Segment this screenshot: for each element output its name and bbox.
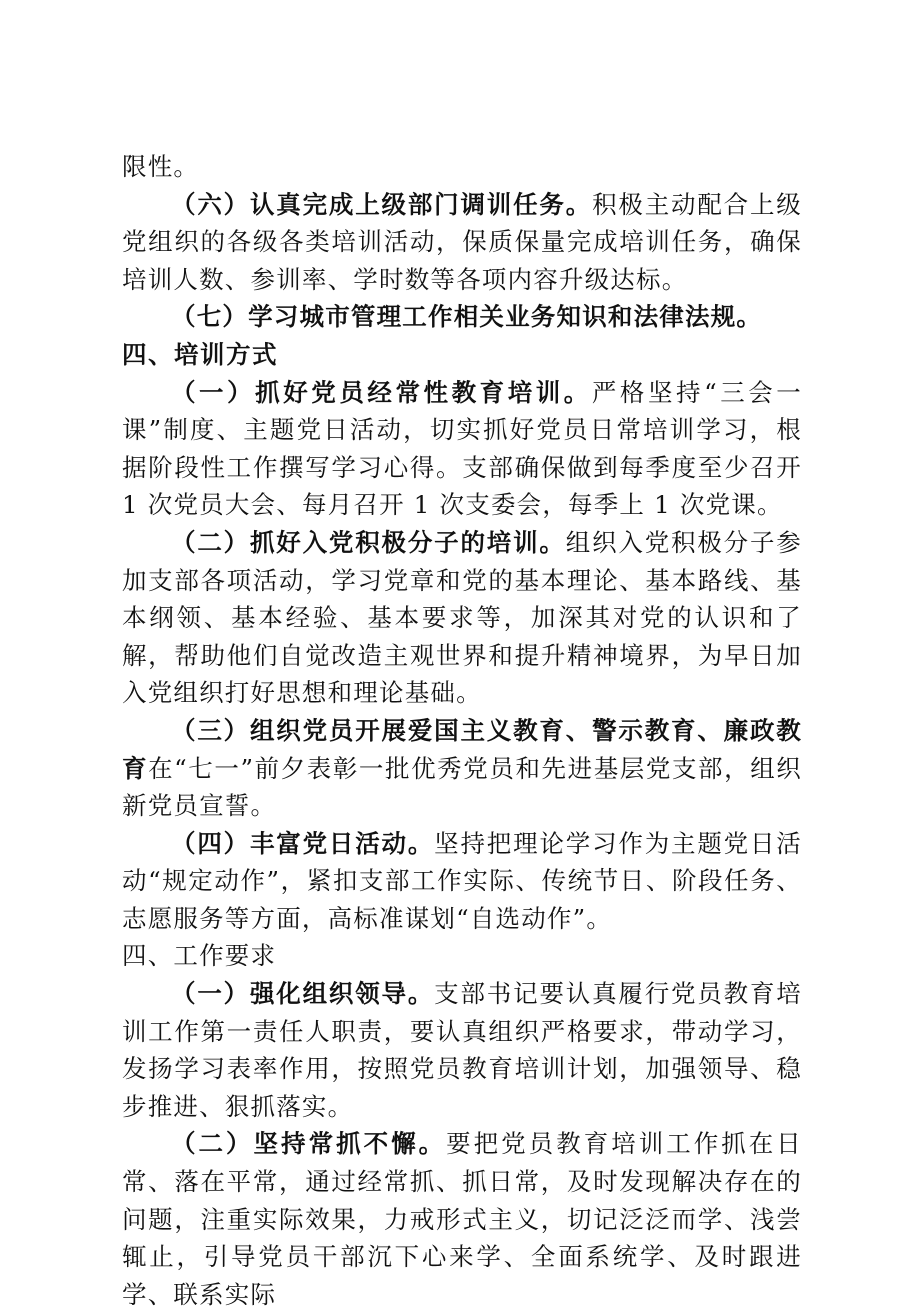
paragraph-text: 积极主动配合上级党组织的各级各类培训活动，保质保量完成培训任务，确保培训人数、参训率、学时数等各项内容升级达标。	[122, 189, 802, 294]
paragraph-method-two	[122, 524, 802, 712]
section-heading-work-requirements	[122, 937, 802, 975]
paragraph-item-seven	[122, 298, 802, 336]
paragraph-requirement-one	[122, 975, 802, 1125]
paragraph-lead: （一）抓好党员经常性教育培训。	[171, 377, 592, 407]
paragraph-text: 支部书记要认真履行党员教育培训工作第一责任人职责，要认真组织严格要求，带动学习，发扬学习表率作用，按照党员教育培训计划，加强领导、稳步推进、狠抓落实。	[122, 979, 802, 1121]
paragraph-lead: （六）认真完成上级部门调训任务。	[171, 189, 593, 219]
paragraph-text: 组织入党积极分子参加支部各项活动，学习党章和党的基本理论、基本路线、基本纲领、基本经验、基本要求等，加深其对党的认识和了解，帮助他们自觉改造主观世界和提升精神境界，为早日加入党组织打好思想和理论基础。	[122, 527, 802, 708]
paragraph-lead: （二）坚持常抓不懈。	[171, 1129, 447, 1159]
paragraph-lead: （七）学习城市管理工作相关业务知识和法律法规。	[171, 302, 763, 332]
paragraph-lead: （三）组织党员开展爱国主义教育、警示教育、廉政教育	[122, 715, 802, 783]
paragraph-text: 坚持把理论学习作为主题党日活动“规定动作”，紧扣支部工作实际、传统节日、阶段任务、志愿服务等方面，高标准谋划“自选动作”。	[122, 828, 802, 933]
document-body	[122, 148, 802, 1313]
paragraph-requirement-two	[122, 1125, 802, 1313]
paragraph-method-one	[122, 374, 802, 524]
paragraph-lead: （四）丰富党日活动。	[171, 828, 435, 858]
paragraph-item-six	[122, 186, 802, 299]
paragraph-lead: （一）强化组织领导。	[171, 979, 435, 1009]
section-heading-training-methods	[122, 336, 802, 374]
paragraph-method-three	[122, 712, 802, 825]
paragraph-method-four	[122, 825, 802, 938]
paragraph-text: 要把党员教育培训工作抓在日常、落在平常，通过经常抓、抓日常，及时发现解决存在的问题，注重实际效果，力戒形式主义，切记泛泛而学、浅尝辄止，引导党员干部沉下心来学、全面系统学、及时跟进学、联系实际	[122, 1129, 802, 1309]
section-heading-text: 四、培训方式	[122, 339, 278, 369]
paragraph-continuation	[122, 148, 802, 186]
paragraph-text: 在“七一”前夕表彰一批优秀党员和先进基层党支部，组织新党员宣誓。	[122, 753, 803, 821]
section-heading-text: 四、工作要求	[122, 941, 277, 971]
paragraph-text: 严格坚持“三会一课”制度、主题党日活动，切实抓好党员日常培训学习，根据阶段性工作撰写学习心得。支部确保做到每季度至少召开 1 次党员大会、每月召开 1 次支委会，每季上 1 次党课。	[122, 377, 803, 520]
paragraph-lead: （二）抓好入党积极分子的培训。	[171, 527, 566, 557]
paragraph-text: 限性。	[122, 152, 200, 181]
